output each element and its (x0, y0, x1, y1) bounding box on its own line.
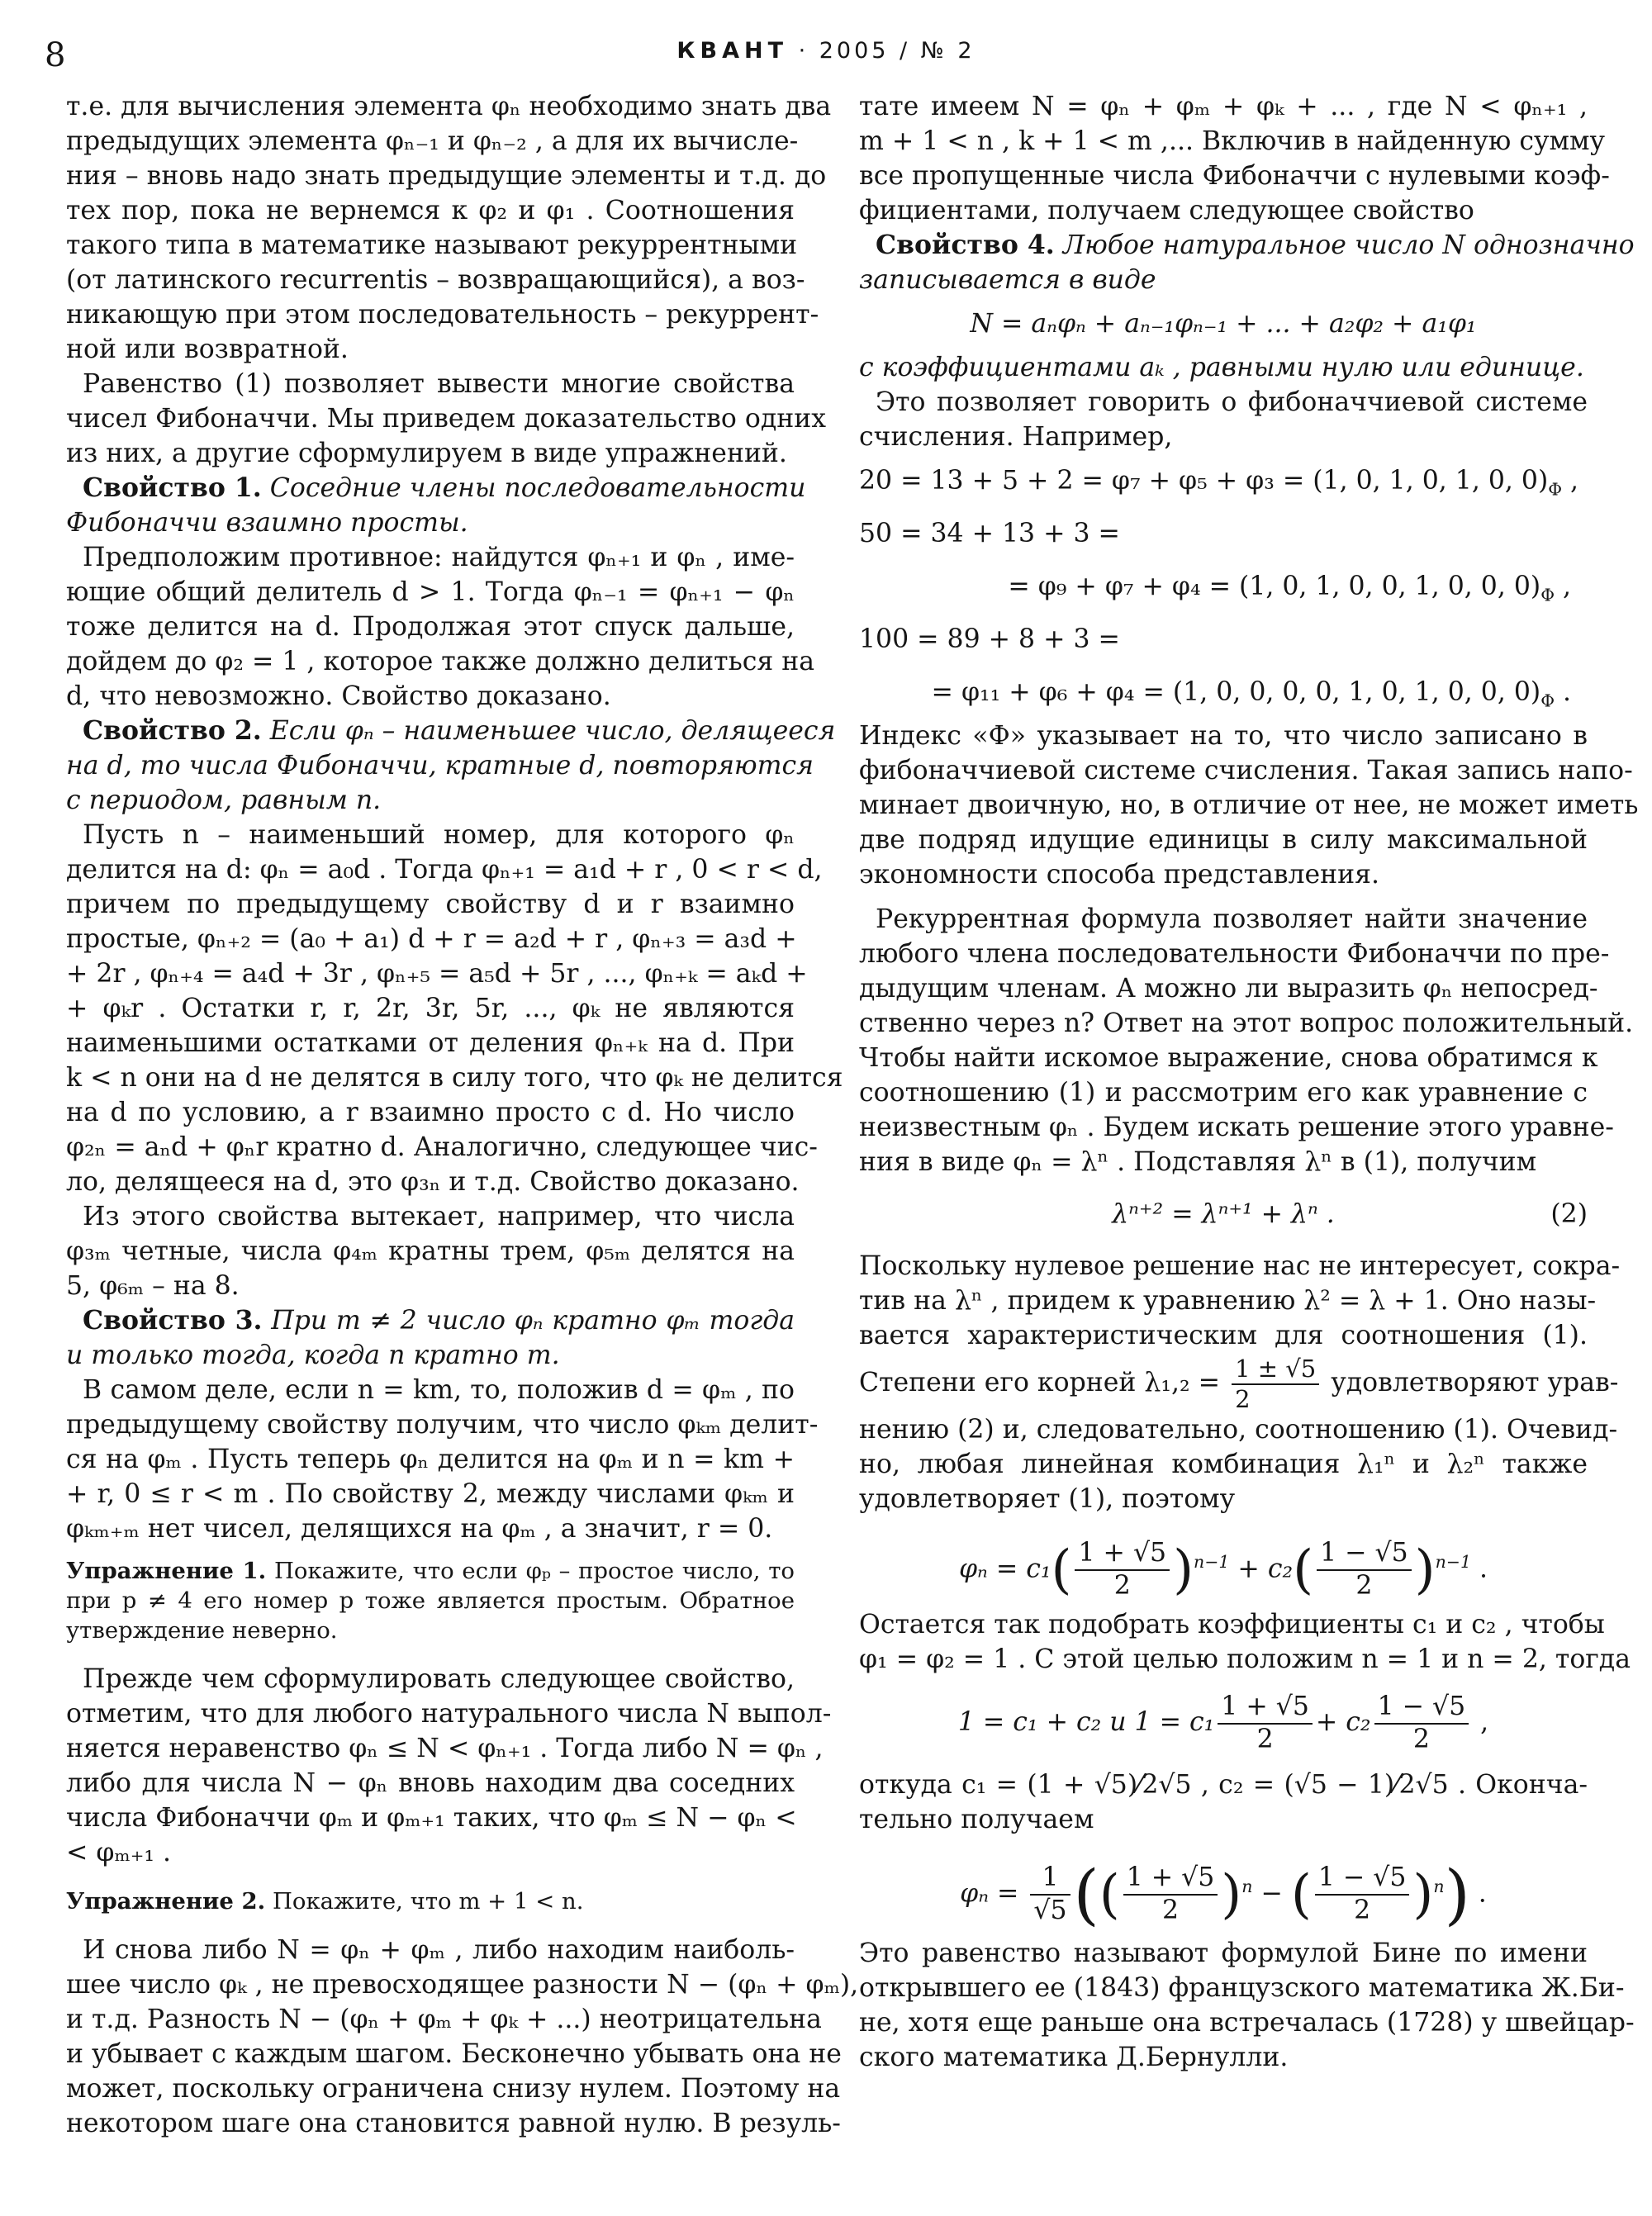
text-line: но, любая линейная комбинация λ₁ⁿ и λ₂ⁿ также (859, 1450, 1588, 1479)
issue-number: · 2005 / № 2 (798, 38, 976, 64)
root-fraction: $\frac{1 \pm √5}{2}$ (1232, 1355, 1319, 1414)
paragraph (859, 902, 1634, 1179)
text-line: фибоначчиевой системе счисления. Такая запись напо- (859, 756, 1633, 785)
exercise-2 (66, 1886, 795, 1916)
exercise-text: при p ≠ 4 его номер p тоже является простым. Обратное (66, 1587, 795, 1614)
text-line: Чтобы найти искомое выражение, снова обратимся к (859, 1043, 1598, 1073)
text-line: счисления. Например, (859, 422, 1173, 452)
text-line: + φₖr . Остатки r, r, 2r, 3r, 5r, ..., φₖ не являются (66, 994, 795, 1023)
text-line: нению (2) и, следовательно, соотношению (1). Очевид- (859, 1415, 1618, 1445)
formula-50a: 50 = 34 + 13 + 3 = (859, 519, 1120, 548)
text-line: из них, а другие сформулируем в виде упражнений. (66, 439, 787, 468)
formula-system: 1 = c₁ + c₂ и 1 = c₁ $\frac{1 + √5}{2}$ + c₂ $\frac{1 - √5}{2}$ , (957, 1691, 1489, 1754)
formula-binet: φₙ = $\frac{1}{√5}$ (( $\frac{1 + √5}{2}$ )$^n$ − ( $\frac{1 - √5}{2}$ )$^n$) . (960, 1856, 1487, 1933)
text-line: Индекс «Ф» указывает на то, что число записано в (859, 721, 1588, 751)
text-line: и т.д. Разность N − (φₙ + φₘ + φₖ + ...) неотрицательна (66, 2005, 822, 2034)
text-line: φₖₘ₊ₘ нет чисел, делящихся на φₘ , а значит, r = 0. (66, 1514, 773, 1544)
equation-number: (2) (1550, 1199, 1588, 1229)
exercise-text: утверждение неверно. (66, 1617, 338, 1644)
text-line: φ₃ₘ четные, числа φ₄ₘ кратны трем, φ₅ₘ делятся на (66, 1236, 795, 1266)
text-line: экономности способа представления. (859, 860, 1380, 890)
text-line: И снова либо N = φₙ + φₘ , либо находим наиболь- (83, 1935, 795, 1965)
paragraph (859, 1936, 1635, 2075)
property-4 (859, 228, 1635, 297)
text-line: числа Фибоначчи φₘ и φₘ₊₁ таких, что φₘ ≤ N − φₙ < (66, 1803, 797, 1833)
paragraph (859, 385, 1588, 454)
text-line: дойдем до φ₂ = 1 , которое также должно делиться на (66, 647, 815, 676)
paragraph (66, 1933, 859, 2141)
text-line: отметим, что для любого натурального числа N выпол- (66, 1699, 832, 1729)
paragraph (859, 89, 1610, 228)
formula-general-solution: φₙ = c₁( $\frac{1 + √5}{2}$ )$^{n-1}$ + c₂( $\frac{1 - √5}{2}$ )$^{n-1}$ . (959, 1538, 1488, 1601)
text-line: некотором шаге она становится равной нулю. В резуль- (66, 2109, 841, 2138)
index-phi: Φ (1540, 690, 1555, 711)
text-line: тельно получаем (859, 1805, 1094, 1834)
paragraph (66, 367, 826, 471)
formula-N: N = aₙφₙ + aₙ₋₁φₙ₋₁ + ... + a₂φ₂ + a₁φ₁ (970, 309, 1477, 339)
text-line: на d по условию, а r взаимно просто с d. Но число (66, 1098, 795, 1127)
text-line: минает двоичную, но, в отличие от нее, не может иметь (859, 790, 1639, 820)
paragraph (859, 1249, 1621, 1516)
text-line: ния в виде φₙ = λⁿ . Подставляя λⁿ в (1), получим (859, 1147, 1537, 1177)
paragraph (859, 1768, 1588, 1837)
index-phi: Φ (1548, 479, 1563, 500)
property-text: Если φₙ – наименьшее число, делящееся (261, 716, 836, 746)
text-line: предыдущих элемента φₙ₋₁ и φₙ₋₂ , а для их вычисле- (66, 126, 799, 156)
text-line: соотношению (1) и рассмотрим его как уравнение с (859, 1078, 1588, 1108)
paragraph (66, 818, 843, 1199)
text-line: дыдущим членам. А можно ли выразить φₙ непосред- (859, 974, 1598, 1004)
text-line: Предположим противное: найдутся φₙ₊₁ и φₙ , име- (83, 543, 795, 572)
text-line: ной или возвратной. (66, 335, 349, 364)
text-line: ло, делящееся на d, это φ₃ₙ и т.д. Свойство доказано. (66, 1167, 800, 1197)
text-line: открывшего ее (1843) французского математика Ж.Би- (859, 1973, 1625, 2003)
text-line: Это позволяет говорить о фибоначчиевой системе (876, 387, 1588, 417)
text-line: тоже делится на d. Продолжая этот спуск дальше, (66, 612, 795, 642)
running-head (0, 38, 1652, 64)
text-line: φ₁ = φ₂ = 1 . С этой целью положим n = 1 и n = 2, тогда (859, 1644, 1631, 1674)
text-line: ского математика Д.Бернулли. (859, 2043, 1289, 2072)
text-line: откуда c₁ = (1 + √5)⁄2√5 , c₂ = (√5 − 1)⁄2√5 . Оконча- (859, 1770, 1588, 1800)
text-line: ния – вновь надо знать предыдущие элементы и т.д. до (66, 161, 827, 191)
exercise-text: Покажите, что если φₚ – простое число, то (266, 1558, 795, 1584)
text-line: m + 1 < n , k + 1 < m ,... Включив в найденную сумму (859, 126, 1606, 156)
property-label: Свойство 4. (876, 230, 1055, 260)
text-line: k < n они на d не делятся в силу того, что φₖ не делится (66, 1063, 843, 1093)
journal-title: КВАНТ (676, 38, 788, 64)
text-line: Пусть n – наименьший номер, для которого φₙ (83, 820, 795, 850)
text-line: не, хотя еще раньше она встречалась (1728) у швейцар- (859, 2008, 1635, 2038)
text-line: простые, φₙ₊₂ = (a₀ + a₁) d + r = a₂d + r , φₙ₊₃ = a₃d + (66, 924, 797, 954)
text-line: Степени его корней λ₁,₂ = $\frac{1 \pm √5}{2}$ удовлетворяют урав- (859, 1354, 1619, 1413)
property-text: с коэффициентами aₖ , равными нулю или единице. (859, 353, 1584, 382)
text-line: ющие общий делитель d > 1. Тогда φₙ₋₁ = φₙ₊₁ − φₙ (66, 577, 795, 607)
text-line: Рекуррентная формула позволяет найти значение (876, 904, 1588, 934)
text-line: Это равенство называют формулой Бине по имени (859, 1938, 1588, 1968)
paragraph (66, 1199, 795, 1303)
text-line: две подряд идущие единицы в силу максимальной (859, 825, 1588, 855)
page-number: 8 (45, 36, 66, 74)
left-column (66, 89, 859, 2141)
text-line: все пропущенные числа Фибоначчи с нулевыми коэф- (859, 161, 1610, 191)
text-line: т.е. для вычисления элемента φₙ необходимо знать два (66, 92, 832, 121)
property-text: на d, то числа Фибоначчи, кратные d, повторяются (66, 751, 814, 781)
paragraph (66, 540, 815, 714)
text-line: няется неравенство φₙ ≤ N < φₙ₊₁ . Тогда либо N = φₙ , (66, 1734, 824, 1763)
property-label: Свойство 3. (83, 1305, 263, 1336)
text-line: либо для числа N − φₙ вновь находим два соседних (66, 1768, 795, 1798)
text-line: Поскольку нулевое решение нас не интересует, сокра- (859, 1251, 1621, 1281)
paragraph (859, 1607, 1631, 1677)
text-line: предыдущему свойству получим, что число φₖₘ делит- (66, 1410, 819, 1440)
paragraph (66, 1373, 819, 1546)
text-line: Остается так подобрать коэффициенты c₁ и c₂ , чтобы (859, 1610, 1605, 1639)
property-3 (66, 1303, 795, 1373)
paragraph (859, 719, 1639, 892)
formula-100a: 100 = 89 + 8 + 3 = (859, 624, 1120, 654)
text-line: любого члена последовательности Фибоначчи по пре- (859, 939, 1610, 969)
text-line: Из этого свойства вытекает, например, что числа (83, 1202, 795, 1231)
text-line: наименьшими остатками от деления φₙ₊ₖ на d. При (66, 1028, 795, 1058)
text-line: Прежде чем сформулировать следующее свойство, (83, 1664, 795, 1694)
paragraph (66, 89, 832, 367)
text-line: ся на φₘ . Пусть теперь φₙ делится на φₘ и n = km + (66, 1445, 795, 1474)
text-line: такого типа в математике называют рекуррентными (66, 230, 798, 260)
right-column (859, 89, 1639, 2075)
formula-50b: = φ₉ + φ₇ + φ₄ = (1, 0, 1, 0, 0, 1, 0, 0, $0)_\Phi$ , (1008, 572, 1571, 605)
text-line: никающую при этом последовательность – рекуррент- (66, 300, 819, 330)
text-line: чисел Фибоначчи. Мы приведем доказательство одних (66, 404, 826, 434)
property-text: Любое натуральное число N однозначно (1054, 230, 1635, 260)
property-text: записывается в виде (859, 265, 1156, 295)
property-text: При m ≠ 2 число φₙ кратно φₘ тогда (262, 1306, 795, 1336)
text-line: вается характеристическим для соотношения (1). (859, 1321, 1588, 1350)
exercise-text: Покажите, что m + 1 < n. (265, 1888, 584, 1915)
exercise-label: Упражнение 2. (66, 1888, 266, 1915)
property-2 (66, 714, 836, 818)
text-line: делится на d: φₙ = a₀d . Тогда φₙ₊₁ = a₁d + r , 0 < r < d, (66, 855, 823, 885)
text-line: тате имеем N = φₙ + φₘ + φₖ + ... , где N < φₙ₊₁ , (859, 92, 1588, 121)
text-line: В самом деле, если n = km, то, положив d = φₘ , по (83, 1375, 795, 1405)
property-text: и только тогда, когда n кратно m. (66, 1341, 560, 1370)
text-line: тех пор, пока не вернемся к φ₂ и φ₁ . Соотношения (66, 196, 795, 225)
text-line: и убывает с каждым шагом. Бесконечно убывать она не (66, 2039, 842, 2069)
property-text: с периодом, равным n. (66, 785, 382, 815)
property-text: Соседние члены последовательности (261, 473, 806, 503)
text-line: ственно через n? Ответ на этот вопрос положительный. (859, 1008, 1634, 1038)
formula-100b: = φ₁₁ + φ₆ + φ₄ = (1, 0, 0, 0, 0, 1, 0, 1, 0, 0, $0)_\Phi$ . (931, 677, 1571, 711)
text-line: фициентами, получаем следующее свойство (859, 196, 1474, 225)
text-line: (от латинского recurrentis – возвращающийся), а воз- (66, 265, 805, 295)
text-line: < φₘ₊₁ . (66, 1838, 172, 1867)
text-line: тив на λⁿ , придем к уравнению λ² = λ + 1. Оно назы- (859, 1286, 1597, 1316)
formula-20: 20 = 13 + 5 + 2 = φ₇ + φ₅ + φ₃ = (1, 0, 1, 0, 1, 0, $0)_\Phi$ , (859, 466, 1579, 500)
property-text: Фибоначчи взаимно просты. (66, 508, 468, 538)
text-line: шее число φₖ , не превосходящее разности N − (φₙ + φₘ), (66, 1970, 859, 2000)
text-line: удовлетворяет (1), поэтому (859, 1484, 1236, 1514)
text-line: может, поскольку ограничена снизу нулем. Поэтому на (66, 2074, 841, 2104)
text-line: d, что невозможно. Свойство доказано. (66, 681, 611, 711)
text-line: неизвестным φₙ . Будем искать решение этого уравне- (859, 1113, 1614, 1142)
property-label: Свойство 1. (83, 472, 262, 503)
property-label: Свойство 2. (83, 715, 262, 746)
equation-2: λⁿ⁺² = λⁿ⁺¹ + λⁿ . (2) (859, 1179, 1588, 1249)
text-line: + 2r , φₙ₊₄ = a₄d + 3r , φₙ₊₅ = a₅d + 5r , ..., φₙ₊ₖ = aₖd + (66, 959, 808, 989)
exercise-1 (66, 1556, 795, 1645)
exercise-label: Упражнение 1. (66, 1558, 267, 1584)
property-1 (66, 471, 806, 540)
text-line: Равенство (1) позволяет вывести многие свойства (83, 369, 795, 399)
text-line: φ₂ₙ = aₙd + φₙr кратно d. Аналогично, следующее чис- (66, 1132, 818, 1162)
index-phi: Φ (1540, 585, 1555, 605)
text-line: 5, φ₆ₘ – на 8. (66, 1271, 240, 1301)
text-line: + r, 0 ≤ r < m . По свойству 2, между числами φₖₘ и (66, 1479, 795, 1509)
paragraph (66, 1662, 832, 1870)
text-line: причем по предыдущему свойству d и r взаимно (66, 890, 795, 919)
